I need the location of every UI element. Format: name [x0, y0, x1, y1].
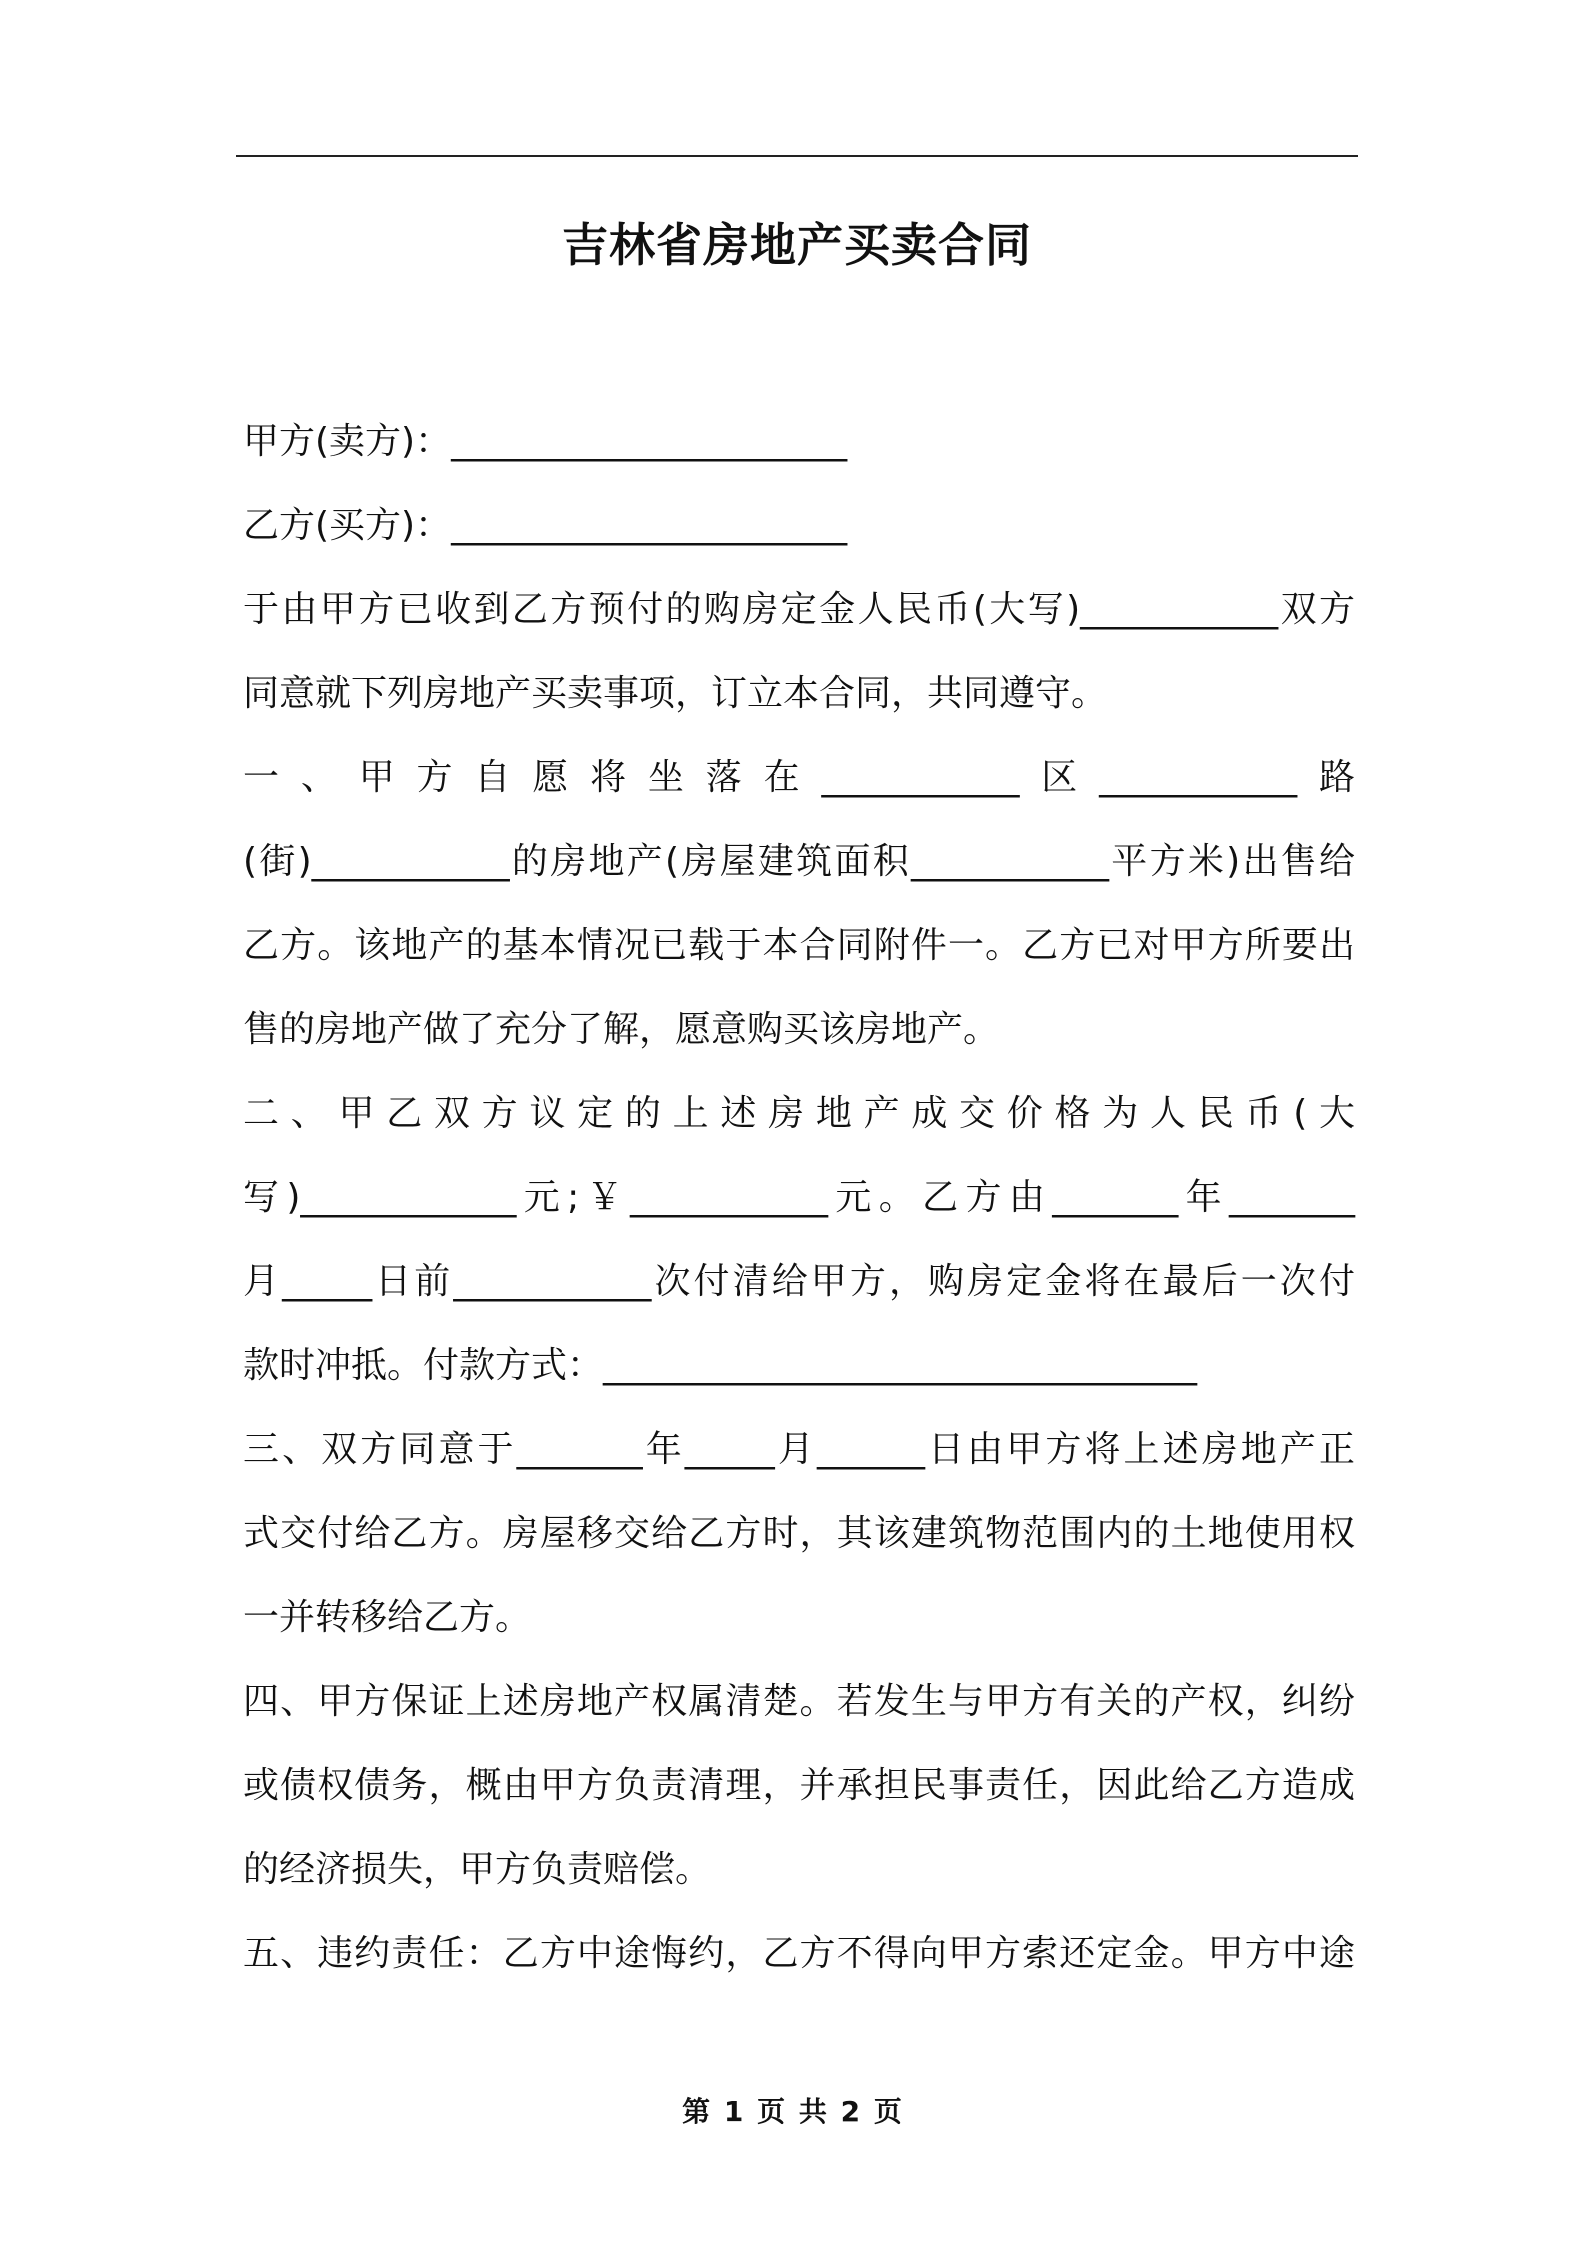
- contract-body: [243, 400, 1355, 1996]
- document-title: 吉林省房地产买卖合同: [562, 218, 1032, 272]
- clause-4-line: 四、甲方保证上述房地产权属清楚。若发生与甲方有关的产权，纠纷: [243, 1681, 1355, 1722]
- clause-2-line: 二、甲乙双方议定的上述房地产成交价格为人民币(大: [243, 1093, 1355, 1134]
- clause-1-line: 一、甲方自愿将坐落在___________区___________路: [243, 757, 1355, 798]
- clause-1-line: 售的房地产做了充分了解，愿意购买该房地产。: [243, 1009, 1000, 1050]
- clause-2-line: 月_____日前___________次付清给甲方，购房定金将在最后一次付: [243, 1261, 1355, 1302]
- clause-1-line: (街)___________的房地产(房屋建筑面积___________平方米)出售给: [243, 841, 1355, 882]
- clause-3-line: 三、双方同意于_______年_____月______日由甲方将上述房地产正: [243, 1429, 1355, 1470]
- clause-3-line: 式交付给乙方。房屋移交给乙方时，其该建筑物范围内的土地使用权: [243, 1513, 1355, 1554]
- clause-2-line: 写)____________元;￥___________元。乙方由_______年_______: [243, 1177, 1355, 1218]
- clause-2-line: 款时冲抵。付款方式：_________________________________: [243, 1345, 1198, 1386]
- clause-1-line: 乙方。该地产的基本情况已载于本合同附件一。乙方已对甲方所要出: [243, 925, 1355, 966]
- page-indicator: 第 1 页 共 2 页: [682, 2095, 904, 2128]
- clause-4-line: 或债权债务，概由甲方负责清理，并承担民事责任，因此给乙方造成: [243, 1765, 1355, 1806]
- clause-4-line: 的经济损失，甲方负责赔偿。: [243, 1849, 712, 1890]
- paragraph-line: 于由甲方已收到乙方预付的购房定金人民币(大写)___________双方: [243, 589, 1355, 630]
- clause-5-line: 五、违约责任：乙方中途悔约，乙方不得向甲方索还定金。甲方中途: [243, 1933, 1355, 1974]
- header-rule: [236, 155, 1358, 157]
- line-buyer: 乙方(买方)：______________________: [243, 505, 848, 546]
- paragraph-line: 同意就下列房地产买卖事项，订立本合同，共同遵守。: [243, 673, 1108, 714]
- line-seller: 甲方(卖方)：______________________: [243, 421, 848, 462]
- clause-3-line: 一并转移给乙方。: [243, 1597, 532, 1638]
